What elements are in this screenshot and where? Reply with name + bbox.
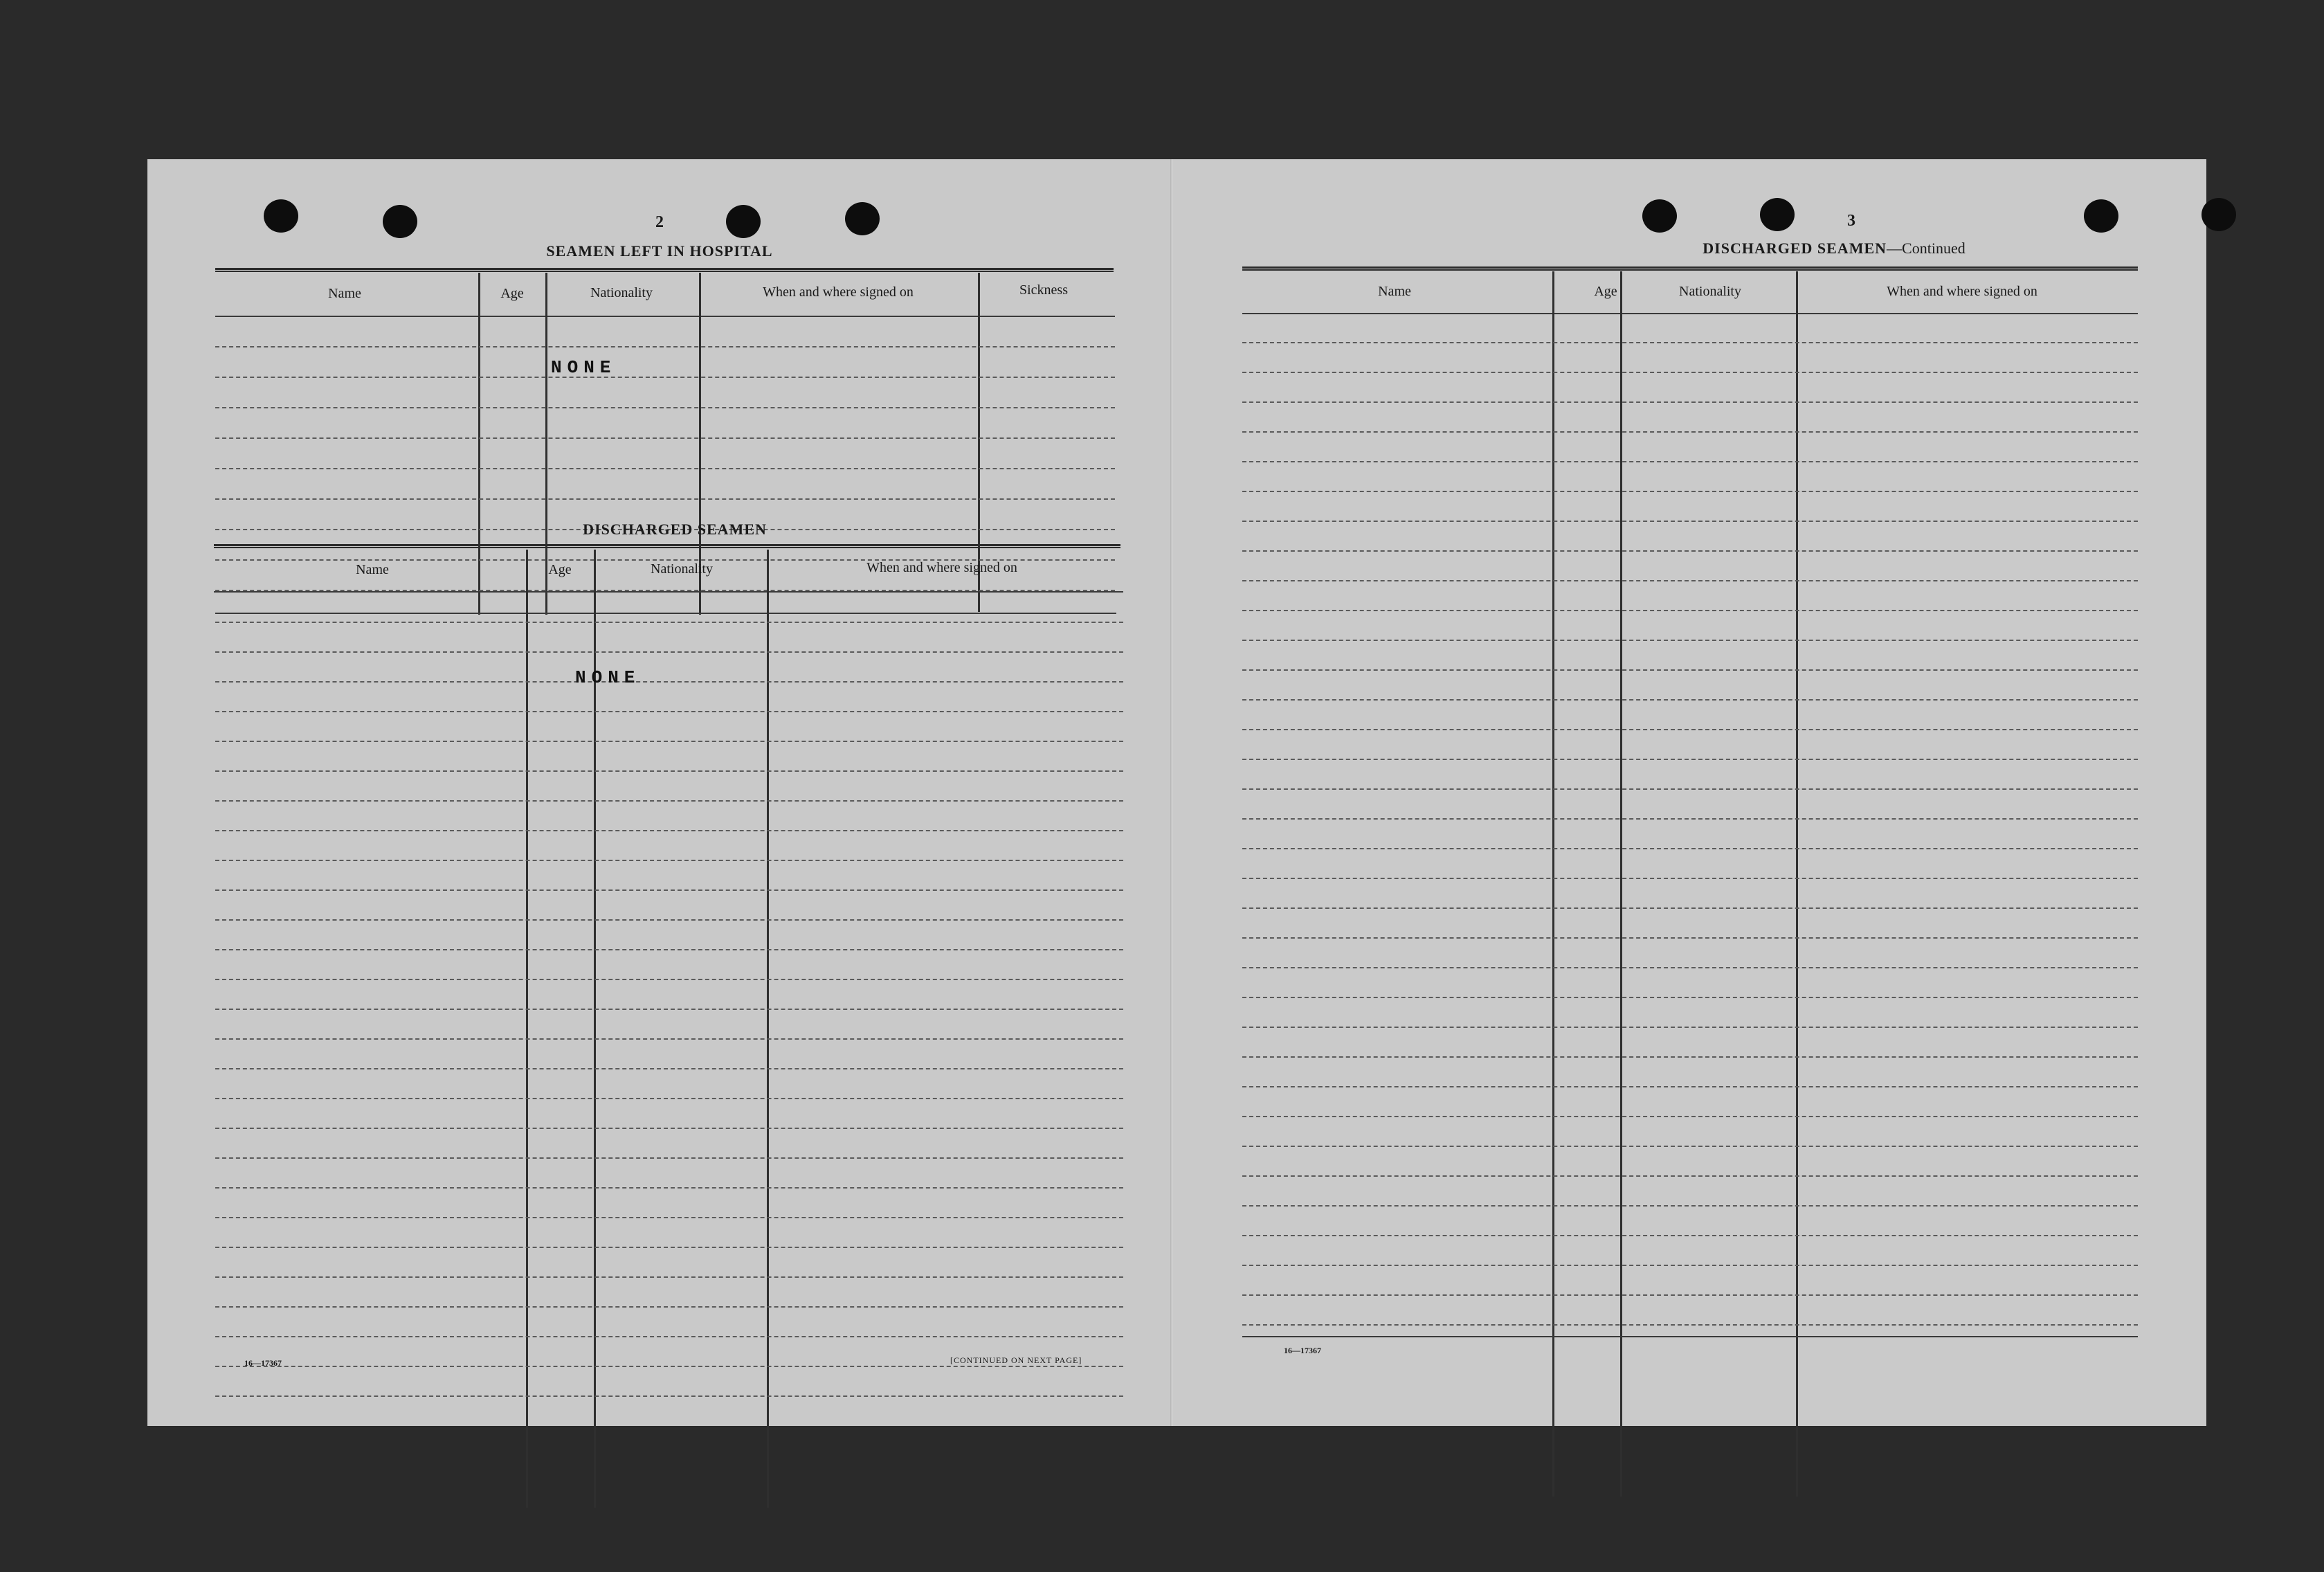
col-header-age: Age (500, 286, 524, 301)
left-page (147, 159, 1173, 1426)
table-row-line (215, 346, 1115, 347)
table-row-line (215, 979, 1123, 980)
table-row-line (215, 1336, 1123, 1337)
col-divider (526, 550, 528, 1508)
table-row-line (215, 1366, 1123, 1367)
col-header-signed-on: When and where signed on (866, 560, 1017, 575)
table-row-line (1242, 1086, 2138, 1087)
table-row-line (1242, 640, 2138, 641)
table-row-line (1242, 669, 2138, 671)
col-header-signed-on: When and where signed on (763, 284, 914, 300)
punch-hole (2084, 199, 2118, 233)
table-row-line (215, 1009, 1123, 1010)
page-number: 2 (655, 213, 664, 231)
table-row-line (1242, 372, 2138, 373)
table-row-line (215, 711, 1123, 712)
table-row-line (215, 437, 1115, 439)
discharged-continued-title (1703, 240, 1965, 258)
table-top-rule (1242, 266, 2138, 271)
punch-hole (845, 202, 880, 235)
table-row-line (1242, 1265, 2138, 1266)
header-rule (1242, 313, 2138, 314)
col-divider (545, 273, 547, 615)
col-header-sickness: Sickness (1019, 282, 1068, 298)
table-bottom-rule (215, 613, 1116, 614)
header-rule (214, 591, 1123, 593)
table-row-line (1242, 937, 2138, 939)
table-row-line (1242, 1116, 2138, 1117)
table-row-line (215, 741, 1123, 742)
table-row-line (1242, 699, 2138, 701)
table-row-line (1242, 550, 2138, 552)
form-code: 16—17367 (1284, 1346, 1321, 1355)
table-row-line (1242, 1324, 2138, 1326)
table-row-line (1242, 401, 2138, 403)
table-row-line (215, 949, 1123, 950)
table-row-line (1242, 1056, 2138, 1058)
table-row-line (1242, 342, 2138, 343)
table-row-line (215, 1395, 1123, 1397)
table-row-line (215, 468, 1115, 469)
col-divider (1620, 271, 1622, 1497)
table-row-line (1242, 788, 2138, 790)
right-page (1173, 159, 2206, 1426)
table-row-line (1242, 1205, 2138, 1207)
table-row-line (1242, 997, 2138, 998)
col-header-nationality: Nationality (1679, 284, 1741, 299)
hospital-section-title: SEAMEN LEFT IN HOSPITAL (546, 242, 773, 260)
table-row-line (215, 800, 1123, 802)
col-header-name: Name (1378, 284, 1411, 299)
table-row-line (1242, 461, 2138, 462)
punch-hole (264, 199, 298, 233)
document-spread (147, 159, 2206, 1426)
table-row-line (215, 770, 1123, 772)
table-row-line (1242, 580, 2138, 581)
table-row-line (215, 407, 1115, 408)
col-divider (478, 273, 480, 615)
table-row-line (215, 1128, 1123, 1129)
table-row-line (1242, 1027, 2138, 1028)
table-row-line (215, 830, 1123, 831)
table-row-line (1242, 878, 2138, 879)
table-row-line (1242, 967, 2138, 968)
table-row-line (1242, 491, 2138, 492)
table-row-line (1242, 1146, 2138, 1147)
table-row-line (215, 1306, 1123, 1308)
table-row-line (1242, 431, 2138, 433)
title-suffix: —Continued (1887, 240, 1966, 257)
punch-hole (1760, 198, 1795, 231)
punch-hole (383, 205, 417, 238)
col-header-signed-on: When and where signed on (1887, 284, 2037, 299)
table-row-line (215, 1038, 1123, 1040)
col-header-nationality: Nationality (651, 561, 713, 577)
table-top-rule (215, 268, 1114, 272)
col-header-nationality: Nationality (590, 285, 653, 300)
table-row-line (215, 1217, 1123, 1218)
table-row-line (1242, 610, 2138, 611)
title-main: DISCHARGED SEAMEN (1703, 240, 1887, 257)
table-row-line (1242, 759, 2138, 760)
col-header-age: Age (1594, 284, 1617, 299)
table-row-line (1242, 729, 2138, 730)
col-divider (1796, 271, 1798, 1497)
table-row-line (215, 681, 1123, 683)
continued-note: [CONTINUED ON NEXT PAGE] (950, 1355, 1082, 1365)
table-row-line (215, 860, 1123, 861)
table-top-rule (214, 544, 1120, 548)
table-row-line (215, 1247, 1123, 1248)
form-code: 16—17367 (244, 1358, 282, 1368)
table-row-line (215, 622, 1123, 623)
col-divider (1552, 271, 1554, 1497)
table-bottom-rule (1242, 1336, 2138, 1337)
col-divider (594, 550, 596, 1508)
table-row-line (215, 377, 1115, 378)
col-divider (767, 550, 769, 1508)
discharged-entry-none: NONE (575, 667, 641, 688)
table-row-line (215, 889, 1123, 891)
table-row-line (1242, 818, 2138, 820)
table-row-line (1242, 1294, 2138, 1296)
discharged-section-title: DISCHARGED SEAMEN (583, 521, 767, 538)
header-rule (215, 316, 1115, 317)
table-row-line (1242, 907, 2138, 909)
table-row-line (1242, 1175, 2138, 1177)
hospital-entry-none: NONE (551, 357, 617, 378)
table-row-line (215, 1098, 1123, 1099)
table-row-line (215, 1068, 1123, 1069)
table-row-line (215, 498, 1115, 500)
table-row-line (1242, 521, 2138, 522)
table-row-line (215, 1157, 1123, 1159)
table-row-line (215, 919, 1123, 921)
table-row-line (215, 1187, 1123, 1189)
table-row-line (1242, 1235, 2138, 1236)
punch-hole (1642, 199, 1677, 233)
page-number: 3 (1847, 212, 1855, 230)
col-header-age: Age (548, 562, 572, 577)
table-row-line (215, 1276, 1123, 1278)
punch-hole (2202, 198, 2236, 231)
table-row-line (215, 651, 1123, 653)
col-header-name: Name (356, 562, 389, 577)
table-row-line (1242, 848, 2138, 849)
punch-hole (726, 205, 761, 238)
col-header-name: Name (328, 286, 361, 301)
